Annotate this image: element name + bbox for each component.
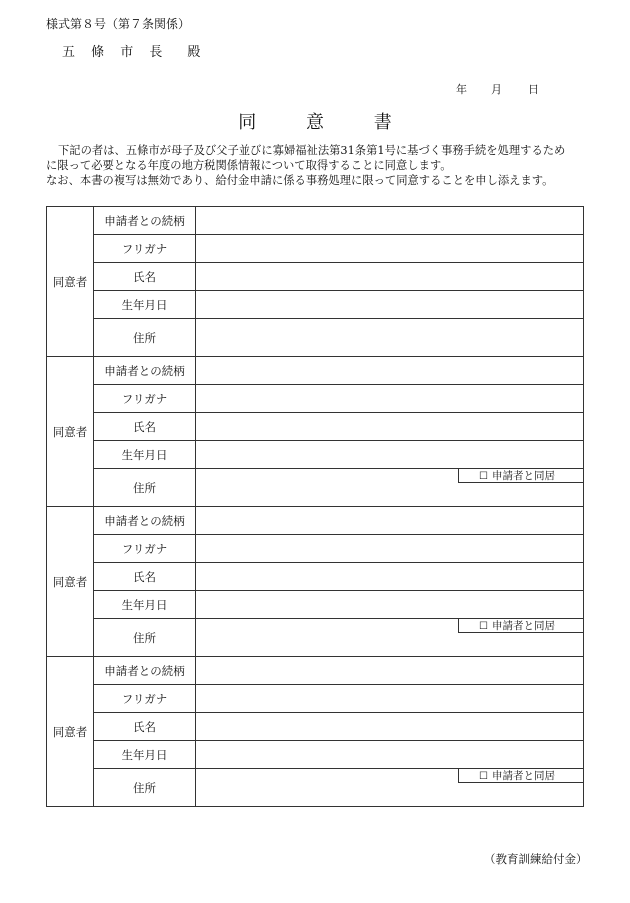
- group-4-name-input[interactable]: [196, 713, 584, 741]
- group-4-birthdate-row: [47, 741, 584, 769]
- group-4-name-row: [47, 713, 584, 741]
- footer-note: （教育訓練給付金）: [484, 852, 588, 866]
- relationship-label: 申請者との続柄: [94, 357, 196, 385]
- furigana-label: フリガナ: [94, 685, 196, 713]
- group-4-address-row: [47, 769, 584, 807]
- group-2-furigana-input[interactable]: [196, 385, 584, 413]
- cohabit-label: 申請者と同居: [491, 620, 555, 632]
- group-3-furigana-row: [47, 535, 584, 563]
- group-3-furigana-input[interactable]: [196, 535, 584, 563]
- group-2-address-row: [47, 469, 584, 507]
- group-1-relationship-input[interactable]: [196, 207, 584, 235]
- cohabit-checkbox[interactable]: [458, 618, 584, 633]
- name-label: 氏名: [94, 413, 196, 441]
- address-label: 住所: [94, 319, 196, 357]
- group-4-furigana-input[interactable]: [196, 685, 584, 713]
- consent-statement: [46, 143, 586, 188]
- address-label: 住所: [94, 469, 196, 507]
- group-4-relationship-row: [47, 657, 584, 685]
- group-1-furigana-row: [47, 235, 584, 263]
- group-1-label: 同意者: [47, 207, 94, 357]
- consent-line-3: なお、本書の複写は無効であり、給付金申請に係る事務処理に限って同意することを申し添えます。: [46, 174, 554, 187]
- group-3-name-input[interactable]: [196, 563, 584, 591]
- group-1-name-input[interactable]: [196, 263, 584, 291]
- checkbox-icon[interactable]: ☐: [479, 621, 488, 632]
- group-3-relationship-row: [47, 507, 584, 535]
- group-4-address-input[interactable]: [196, 769, 584, 807]
- document-title: 同 意 書: [238, 112, 414, 133]
- address-label: 住所: [94, 619, 196, 657]
- furigana-label: フリガナ: [94, 235, 196, 263]
- group-3-address-input[interactable]: [196, 619, 584, 657]
- group-1-birthdate-input[interactable]: [196, 291, 584, 319]
- name-label: 氏名: [94, 263, 196, 291]
- group-4-relationship-input[interactable]: [196, 657, 584, 685]
- name-label: 氏名: [94, 713, 196, 741]
- group-1-furigana-input[interactable]: [196, 235, 584, 263]
- group-2-name-row: [47, 413, 584, 441]
- group-2-birthdate-row: [47, 441, 584, 469]
- consenter-table: [46, 206, 584, 807]
- group-4-label: 同意者: [47, 657, 94, 807]
- group-4-furigana-row: [47, 685, 584, 713]
- group-2-name-input[interactable]: [196, 413, 584, 441]
- addressee: 五 條 市 長 殿: [62, 45, 207, 60]
- birthdate-label: 生年月日: [94, 591, 196, 619]
- birthdate-label: 生年月日: [94, 741, 196, 769]
- group-3-relationship-input[interactable]: [196, 507, 584, 535]
- consent-line-1: 下記の者は、五條市が母子及び父子並びに寡婦福祉法第31条第1号に基づく事務手続を処理するため: [58, 144, 566, 157]
- group-2-relationship-input[interactable]: [196, 357, 584, 385]
- cohabit-label: 申請者と同居: [491, 470, 555, 482]
- group-1-birthdate-row: [47, 291, 584, 319]
- group-3-name-row: [47, 563, 584, 591]
- checkbox-icon[interactable]: ☐: [479, 771, 488, 782]
- relationship-label: 申請者との続柄: [94, 507, 196, 535]
- group-4-birthdate-input[interactable]: [196, 741, 584, 769]
- checkbox-icon[interactable]: ☐: [479, 471, 488, 482]
- name-label: 氏名: [94, 563, 196, 591]
- group-3-label: 同意者: [47, 507, 94, 657]
- group-1-address-input[interactable]: [196, 319, 584, 357]
- relationship-label: 申請者との続柄: [94, 207, 196, 235]
- furigana-label: フリガナ: [94, 535, 196, 563]
- date-month-label: 月: [491, 83, 502, 96]
- group-2-birthdate-input[interactable]: [196, 441, 584, 469]
- cohabit-checkbox[interactable]: [458, 768, 584, 783]
- group-3-birthdate-input[interactable]: [196, 591, 584, 619]
- birthdate-label: 生年月日: [94, 441, 196, 469]
- cohabit-label: 申請者と同居: [491, 770, 555, 782]
- group-2-furigana-row: [47, 385, 584, 413]
- group-3-birthdate-row: [47, 591, 584, 619]
- consent-line-2: に限って必要となる年度の地方税関係情報について取得することに同意します。: [46, 159, 452, 172]
- group-2-label: 同意者: [47, 357, 94, 507]
- form-number: 様式第８号（第７条関係）: [46, 17, 191, 31]
- group-2-relationship-row: [47, 357, 584, 385]
- group-1-name-row: [47, 263, 584, 291]
- furigana-label: フリガナ: [94, 385, 196, 413]
- relationship-label: 申請者との続柄: [94, 657, 196, 685]
- date-year-label: 年: [456, 83, 467, 96]
- address-label: 住所: [94, 769, 196, 807]
- date-day-label: 日: [528, 83, 539, 96]
- group-1-address-row: [47, 319, 584, 357]
- cohabit-checkbox[interactable]: [458, 468, 584, 483]
- group-3-address-row: [47, 619, 584, 657]
- group-2-address-input[interactable]: [196, 469, 584, 507]
- group-1-relationship-row: [47, 207, 584, 235]
- birthdate-label: 生年月日: [94, 291, 196, 319]
